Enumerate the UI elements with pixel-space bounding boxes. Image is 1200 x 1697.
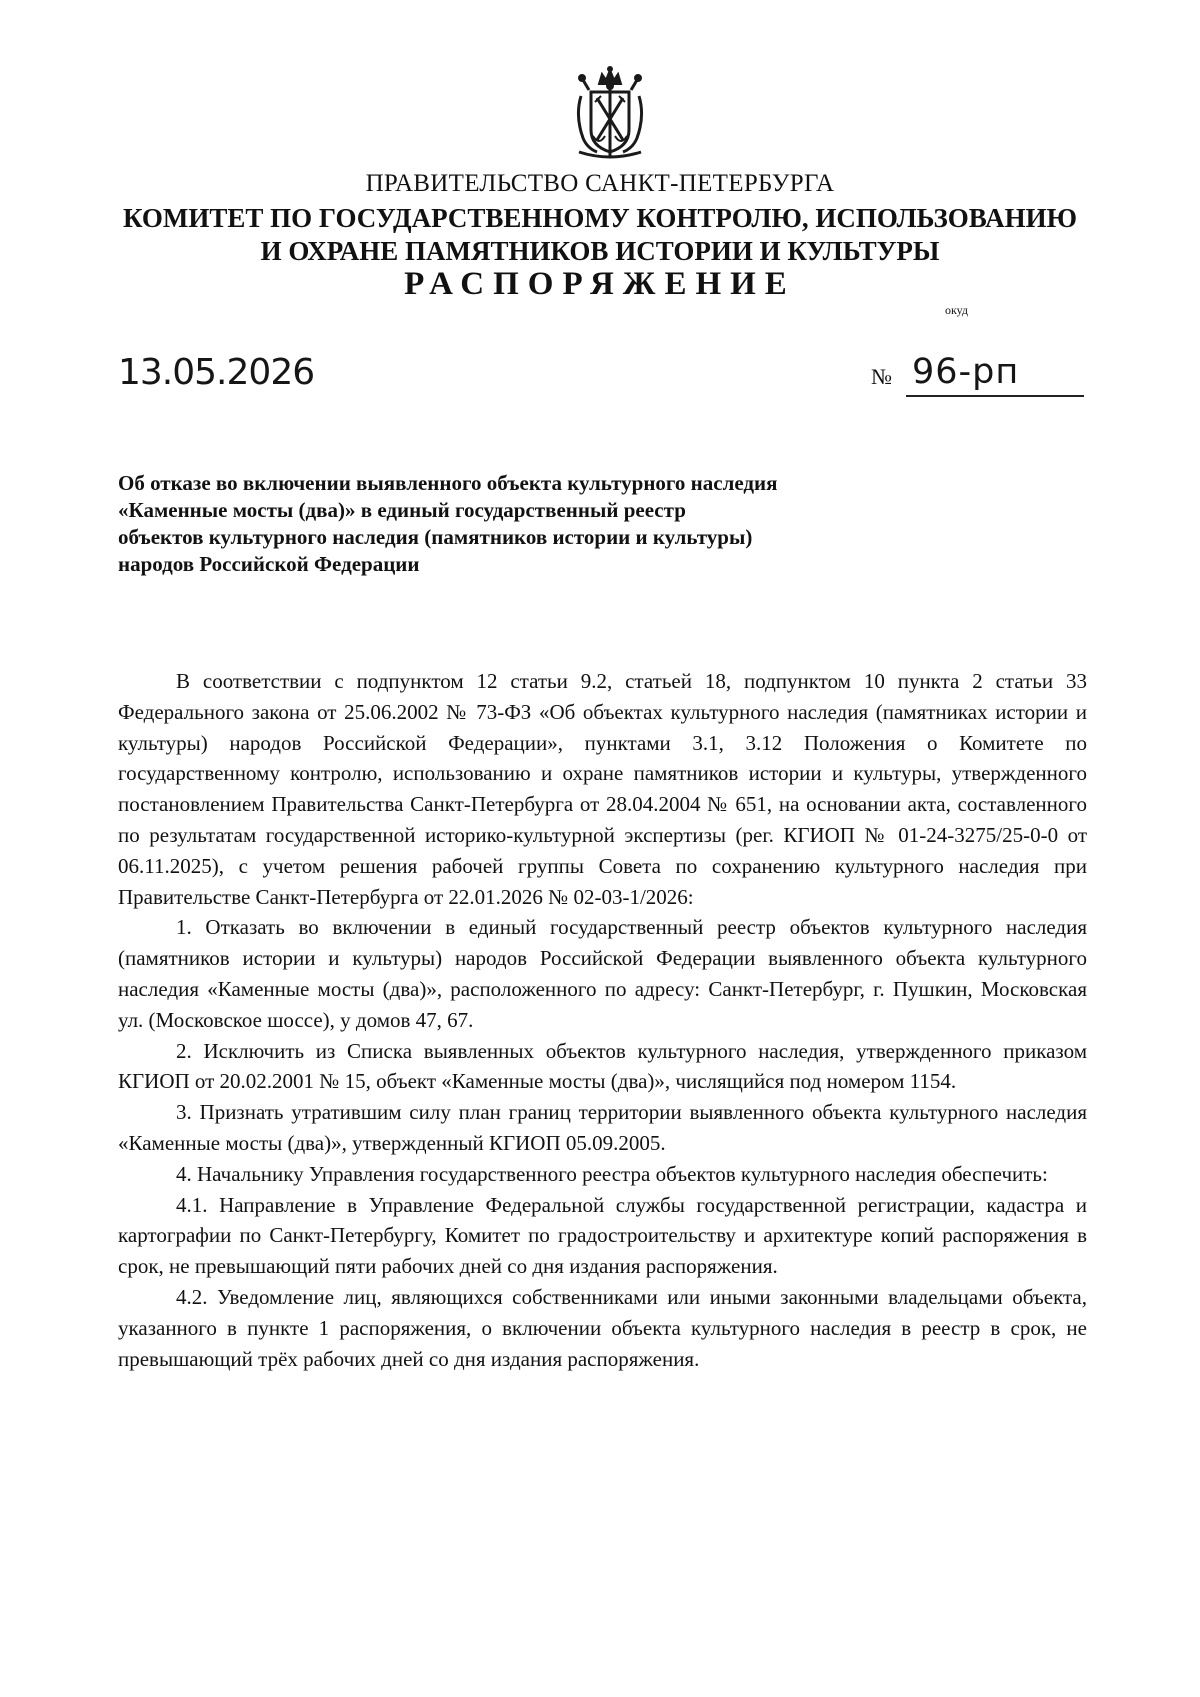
clause-3-paragraph: 3. Признать утратившим силу план границ территории выявленного объекта культурного наследия «Каменные мосты (два)», утвержденный КГИОП 05.09.2005. [118, 1100, 1087, 1155]
document-number: 96-рп [912, 352, 1020, 392]
clause-4-1-paragraph: 4.1. Направление в Управление Федеральной службы государственной регистрации, кадастра и картографии по Санкт-Петербургу, Комитет по градостроительству и архитектуре копий распоряжения в срок, не превышающий пяти рабочих дней со дня издания распоряжения. [118, 1192, 1087, 1279]
clause-2-paragraph: 2. Исключить из Списка выявленных объектов культурного наследия, утвержденного приказом КГИОП от 20.02.2001 № 15, объект «Каменные мосты (два)», числящийся под номером 1154. [118, 1038, 1087, 1094]
subject-line: народов Российской Федерации [118, 552, 420, 576]
committee-title-line-1: КОМИТЕТ ПО ГОСУДАРСТВЕННОМУ КОНТРОЛЮ, ИСПОЛЬЗОВАНИЮ [123, 203, 1077, 233]
saint-petersburg-coat-of-arms-icon [569, 66, 651, 162]
clause-4-paragraph: 4. Начальнику Управления государственного реестра объектов культурного наследия обеспечить: [176, 1161, 1048, 1186]
number-underline [906, 395, 1084, 397]
document-subject [118, 470, 938, 578]
number-sign: № [871, 364, 892, 389]
document-date: 13.05.2026 [118, 352, 315, 393]
committee-title-line-2: И ОХРАНЕ ПАМЯТНИКОВ ИСТОРИИ И КУЛЬТУРЫ [260, 236, 940, 266]
subject-line: объектов культурного наследия (памятников истории и культуры) [118, 525, 753, 549]
subject-line: Об отказе во включении выявленного объекта культурного наследия [118, 471, 778, 495]
preamble-paragraph: В соответствии с подпунктом 12 статьи 9.2, статьей 18, подпунктом 10 пункта 2 статьи 33 Федерального закона от 25.06.2002 № 73-ФЗ «Об объектах культурного наследия (памятниках истории и культуры) народов Российской Федерации», пунктами 3.1, 3.12 Положения о Комитете по государственному контролю, использованию и охране памятников истории и культуры, утвержденного постановлением Правительства Санкт-Петербурга от 28.04.2004 № 651, на основании акта, составленного по результатам государственной историко-культурной экспертизы (рег. КГИОП № 01-24-3275/25-0-0 от 06.11.2025), с учетом решения рабочей группы Совета по сохранению культурного наследия при Правительстве Санкт-Петербурга от 22.01.2026 № 02-03-1/2026: [118, 669, 1087, 909]
government-title: ПРАВИТЕЛЬСТВО САНКТ-ПЕТЕРБУРГА [365, 170, 835, 197]
clause-4-2-paragraph: 4.2. Уведомление лиц, являющихся собственниками или иными законными владельцами объекта, указанного в пункте 1 распоряжения, о включении объекта культурного наследия в реестр в срок, не превышающий трёх рабочих дней со дня издания распоряжения. [118, 1284, 1087, 1371]
document-type-title: РАСПОРЯЖЕНИЕ [404, 266, 796, 302]
clause-1-paragraph: 1. Отказать во включении в единый государственный реестр объектов культурного наследия (памятников истории и культуры) народов Российской Федерации выявленного объекта культурного наследия «Каменные мосты (два)», расположенного по адресу: Санкт-Петербург, г. Пушкин, Московская ул. (Московское шоссе), у домов 47, 67. [118, 915, 1087, 1032]
document-body [118, 666, 1087, 1374]
okud-label: окуд [945, 303, 969, 317]
subject-line: «Каменные мосты (два)» в единый государственный реестр [118, 498, 686, 522]
